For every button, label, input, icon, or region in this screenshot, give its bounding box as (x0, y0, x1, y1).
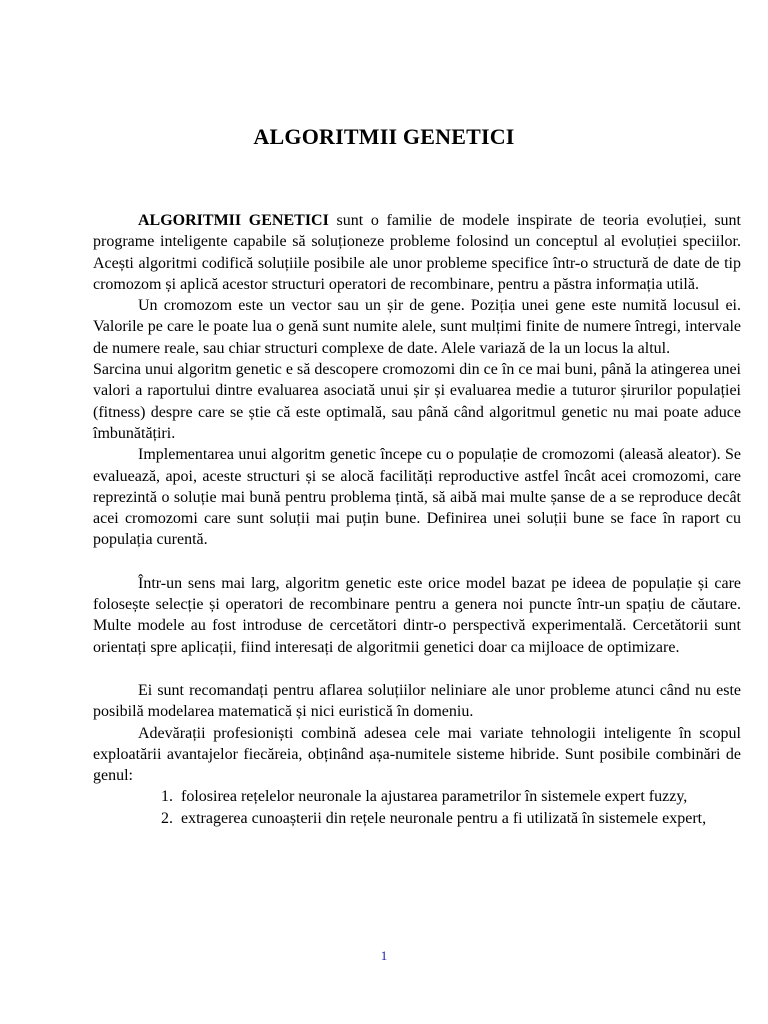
paragraph-recommended: Ei sunt recomandați pentru aflarea soluțiilor neliniare ale unor probleme atunci când nu este posibilă modelarea matematică și nici euristică în domeniu. (93, 681, 741, 721)
page-number: 1 (380, 948, 388, 963)
list-item-number: 2. (161, 809, 173, 827)
list-item (93, 786, 741, 807)
paragraph-implementation: Implementarea unui algoritm genetic începe cu o populație de cromozomi (aleasă aleator). Se evaluează, apoi, aceste structuri și se alocă facilități reproductive astfel încât acei cromozomi, care reprezintă o soluție mai bună pentru problema țintă, să aibă mai multe șanse de a se reproduce decât acei cromozomi care sunt soluții mai puțin bune. Definirea unei soluții bune se face în raport cu populația curentă. (93, 446, 741, 549)
intro-lead-term: ALGORITMII GENETICI (138, 212, 329, 229)
paragraph-chromosome: Un cromozom este un vector sau un șir de gene. Poziția unei gene este numită locusul ei. Valorile pe care le poate lua o genă sunt numite alele, sunt mulțimi finite de numere întregi, intervale de numere reale, sau chiar structuri complexe de date. Alele variază de la un locus la altul. (93, 297, 741, 357)
list-item-text: extragerea cunoașterii din rețele neuronale pentru a fi utilizată în sistemele expert, (181, 809, 707, 827)
intro-text: sunt o familie de modele inspirate de teoria evoluției, sunt programe inteligente capabile să soluționeze probleme folosind un conceptul al evoluției speciilor. Acești algoritmi codifică soluțiile posibile ale unor probleme specifice într-o structură de date de tip cromozom și aplică acestor structuri operatori de recombinare, pentru a păstra informația utilă. (93, 212, 741, 293)
paragraph-intro (93, 210, 741, 295)
combination-list (93, 786, 741, 829)
list-item-text: folosirea rețelelor neuronale la ajustarea parametrilor în sistemele expert fuzzy, (181, 788, 688, 806)
document-title: ALGORITMII GENETICI (253, 124, 515, 149)
list-item (93, 808, 741, 829)
paragraph-broad-sense: Într-un sens mai larg, algoritm genetic este orice model bazat pe ideea de populație și care folosește selecție și operatori de recombinare pentru a genera noi puncte într-un spațiu de căutare. Multe modele au fost introduse de cercetători dintr-o perspectivă experimentală. Cercetătorii sunt orientați spre aplicații, fiind interesați de algoritmii genetici doar ca mijloace de optimizare. (93, 574, 741, 656)
document-body (93, 210, 741, 829)
list-item-number: 1. (161, 788, 173, 806)
paragraph-hybrid-systems: Adevărații profesioniști combină adesea cele mai variate tehnologii inteligente în scopul exploatării avantajelor fiecăreia, obținând așa-numitele sisteme hibride. Sunt posibile combinări de genul: (93, 724, 741, 785)
paragraph-task: Sarcina unui algoritm genetic e să descopere cromozomi din ce în ce mai buni, până la atingerea unei valori a raportului dintre evaluarea asociată unui șir și evaluarea medie a tuturor șirurilor populației (fitness) despre care se știe că este optimală, sau până când algoritmul genetic nu mai poate aduce îmbunătățiri. (93, 361, 741, 442)
